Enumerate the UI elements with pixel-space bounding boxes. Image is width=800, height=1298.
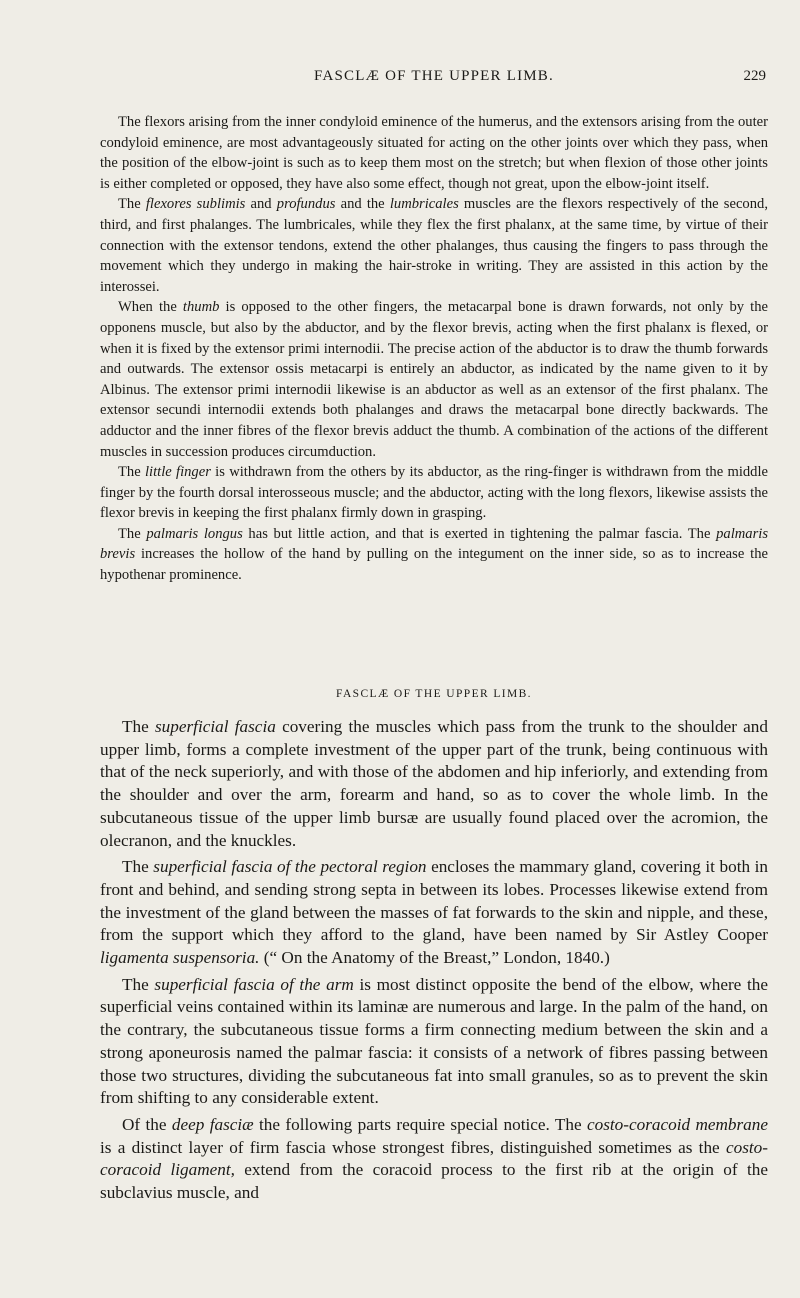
paragraph-little-finger: The little finger is withdrawn from the others by its abductor, as the ring-finger is withdrawn from the middle finger by the fourth dorsal interosseous muscle; and the abductor, acting with the long flexors, likewise assists the flexor brevis in keeping the first phalanx firmly down in grasping. — [100, 464, 769, 522]
paragraph-deep-fasciae: Of the deep fasciæ the following parts require special notice. The costo-coracoid membrane is a distinct layer of firm fascia whose strongest fibres, distinguished sometimes as the costo-coracoid ligament, extend from the coracoid process to the first rib at the origin of the subclavius muscle, and — [100, 1114, 768, 1203]
large-type-text — [100, 716, 768, 1209]
paragraph-flexores-sublimis: The flexores sublimis and profundus and the lumbricales muscles are the flexors respectively of the second, third, and first phalanges. The lumbricales, while they flex the first phalanx, at the same time, by virtue of their connection with the extensor tendons, extend the other phalanges, thus causing the fingers to pass through the movement which they undergo in making the hair-stroke in writing. They are assisted in this action by the interossei. — [100, 196, 768, 295]
page-number: 229 — [743, 68, 766, 84]
paragraph-flexors-extensors: The flexors arising from the inner condyloid eminence of the humerus, and the extensors arising from the outer condyloid eminence, are most advantageously situated for acting on the other joints over which they pass, when the position of the elbow-joint is such as to keep them most on the stretch; but when flexion of those other joints is either completed or opposed, they have also some effect, though not great, upon the elbow-joint itself. — [100, 114, 768, 192]
paragraph-pectoral-region: The superficial fascia of the pectoral region encloses the mammary gland, covering it both in front and behind, and sending strong septa in between its lobes. Processes likewise extend from the investment of the gland between the masses of fat forwards to the skin and nipple, and these, from the support which they afford to the gland, have been named by Sir Astley Cooper ligamenta suspensoria. (“ On the Anatomy of the Breast,” London, 1840.) — [100, 857, 768, 968]
paragraph-thumb: When the thumb is opposed to the other fingers, the metacarpal bone is drawn forwards, not only by the opponens muscle, but also by the abductor, and by the flexor brevis, acting when the first phalanx is flexed, or when it is fixed by the extensor primi internodii. The precise action of the abductor is to draw the thumb forwards and outwards. The extensor ossis metacarpi is entirely an abductor, as indicated by the name given to it by Albinus. The extensor primi internodii likewise is an abductor as well as an extensor of the first phalanx. The extensor secundi internodii extends both phalanges and draws the metacarpal bone directly backwards. The adductor and the inner fibres of the flexor brevis adduct the thumb. A combination of the actions of the different muscles in succession produces circumduction. — [100, 299, 768, 460]
paragraph-palmaris: The palmaris longus has but little action, and that is exerted in tightening the palmar fascia. The palmaris brevis increases the hollow of the hand by pulling on the integument on the inner side, so as to increase the hypothenar prominence. — [100, 525, 769, 584]
small-type-text — [100, 112, 768, 586]
running-head: FASCLÆ OF THE UPPER LIMB. — [314, 68, 554, 84]
section-title: FASCLÆ OF THE UPPER LIMB. — [336, 688, 532, 700]
page-header — [100, 68, 768, 92]
paragraph-superficial-fascia: The superficial fascia covering the muscles which pass from the trunk to the shoulder and upper limb, forms a complete investment of the upper part of the trunk, being continuous with that of the neck superiorly, and with those of the abdomen and hip inferiorly, and extending from the shoulder and over the arm, forearm and hand, so as to cover the whole limb. In the subcutaneous tissue of the upper limb bursæ are usually found placed over the acromion, the olecranon, and the knuckles. — [100, 717, 768, 850]
paragraph-fascia-of-arm: The superficial fascia of the arm is most distinct opposite the bend of the elbow, where the superficial veins contained within its laminæ are numerous and large. In the palm of the hand, on the contrary, the subcutaneous tissue forms a firm connecting medium between the skin and a strong aponeurosis named the palmar fascia: it consists of a network of fibres passing between those two structures, dividing the subcutaneous fat into small granules, so as to prevent the skin from shifting to any considerable extent. — [100, 974, 768, 1108]
